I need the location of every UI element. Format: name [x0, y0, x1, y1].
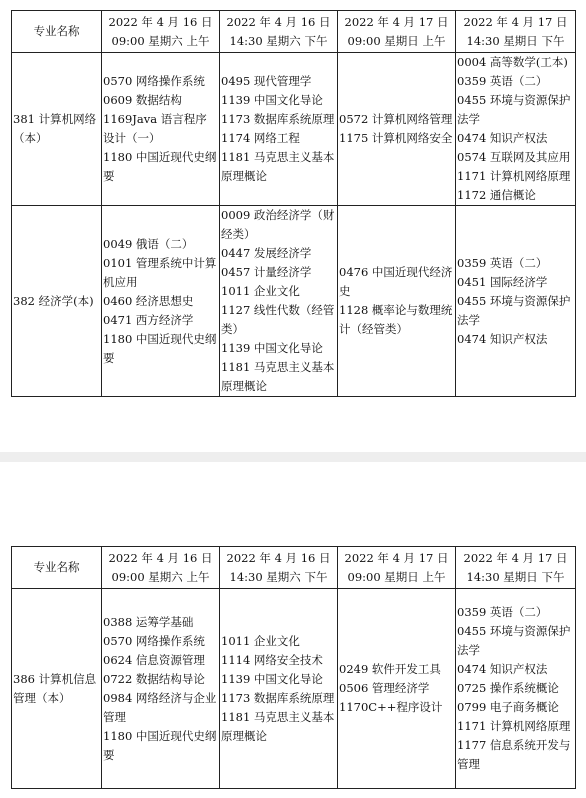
course-item: 0049 俄语（二）	[103, 236, 194, 251]
course-list	[456, 206, 576, 397]
course-item: 0474 知识产权法	[457, 331, 548, 346]
course-list	[338, 53, 456, 206]
course-item: 1180 中国近现代史纲要	[103, 150, 217, 183]
course-item: 1177 信息系统开发与管理	[457, 738, 571, 771]
course-list	[338, 206, 456, 397]
course-item: 0455 环境与资源保护法学	[457, 624, 571, 657]
slot-header: 2022 年 4 月 17 日 14:30 星期日 下午	[456, 11, 576, 53]
major-name: 381 计算机网络（本）	[12, 53, 102, 206]
course-item: 0572 计算机网络管理	[339, 112, 453, 126]
course-item: 0457 计量经济学	[221, 265, 312, 279]
course-item: 1171 计算机网络原理	[457, 169, 571, 183]
course-item: 0471 西方经济学	[103, 312, 194, 327]
course-item: 1181 马克思主义基本原理概论	[221, 360, 335, 393]
course-item: 1181 马克思主义基本原理概论	[221, 150, 335, 183]
slot-header: 2022 年 4 月 17 日 09:00 星期日 上午	[338, 547, 456, 589]
course-list	[102, 53, 220, 206]
course-item: 1174 网络工程	[221, 131, 300, 145]
course-item: 0474 知识产权法	[457, 131, 548, 145]
course-item: 1128 概率论与数理统计（经管类）	[339, 303, 453, 336]
page-sheet-2	[0, 462, 586, 798]
course-item: 1011 企业文化	[221, 633, 300, 648]
course-item: 0570 网络操作系统	[103, 74, 205, 88]
slot-header: 2022 年 4 月 17 日 14:30 星期日 下午	[456, 547, 576, 589]
course-list	[220, 53, 338, 206]
course-item: 1173 数据库系统原理	[221, 690, 335, 705]
course-item: 1011 企业文化	[221, 284, 300, 298]
course-item: 1139 中国文化导论	[221, 93, 323, 107]
course-item: 1170C++程序设计	[339, 700, 443, 714]
slot-header: 2022 年 4 月 16 日 14:30 星期六 下午	[220, 11, 338, 53]
course-item: 0506 管理经济学	[339, 681, 430, 695]
course-item: 0009 政治经济学（财经类）	[221, 208, 335, 241]
course-item: 1175 计算机网络安全	[339, 131, 453, 145]
exam-schedule-table	[11, 10, 576, 397]
course-item: 1171 计算机网络原理	[457, 719, 571, 733]
course-item: 0101 管理系统中计算机应用	[103, 255, 217, 289]
course-item: 0447 发展经济学	[221, 246, 312, 260]
slot-header: 2022 年 4 月 16 日 09:00 星期六 上午	[102, 547, 220, 589]
course-item: 0249 软件开发工具	[339, 662, 441, 676]
course-item: 1139 中国文化导论	[221, 341, 323, 355]
course-list	[456, 589, 576, 789]
slot-header: 2022 年 4 月 16 日 09:00 星期六 上午	[102, 11, 220, 53]
course-list	[102, 206, 220, 397]
course-item: 1180 中国近现代史纲要	[103, 728, 217, 762]
course-item: 1181 马克思主义基本原理概论	[221, 709, 335, 743]
course-list	[220, 589, 338, 789]
table-row	[12, 206, 576, 397]
course-item: 0799 电子商务概论	[457, 700, 559, 714]
course-list	[338, 589, 456, 789]
course-item: 1180 中国近现代史纲要	[103, 331, 217, 365]
table-row	[12, 53, 576, 206]
course-list	[220, 206, 338, 397]
slot-header: 2022 年 4 月 17 日 09:00 星期日 上午	[338, 11, 456, 53]
course-item: 0359 英语（二）	[457, 74, 548, 88]
course-item: 0570 网络操作系统	[103, 633, 205, 648]
major-header: 专业名称	[12, 547, 102, 589]
course-item: 0609 数据结构	[103, 93, 182, 107]
major-name: 386 计算机信息管理（本）	[12, 589, 102, 789]
course-item: 0455 环境与资源保护法学	[457, 293, 571, 327]
course-item: 0359 英语（二）	[457, 605, 548, 619]
course-list	[102, 589, 220, 789]
course-item: 0004 高等数学(工本)	[457, 55, 568, 69]
course-item: 0725 操作系统概论	[457, 681, 559, 695]
course-item: 0460 经济思想史	[103, 293, 194, 308]
major-header: 专业名称	[12, 11, 102, 53]
course-item: 0722 数据结构导论	[103, 671, 205, 686]
exam-schedule-table	[11, 546, 576, 789]
course-item: 1127 线性代数（经管类）	[221, 303, 335, 336]
table-row	[12, 589, 576, 789]
course-item: 0388 运筹学基础	[103, 614, 194, 629]
course-item: 1114 网络安全技术	[221, 652, 323, 667]
course-item: 1173 数据库系统原理	[221, 112, 335, 126]
course-item: 0624 信息资源管理	[103, 652, 205, 667]
course-item: 0984 网络经济与企业管理	[103, 690, 217, 724]
course-item: 0359 英语（二）	[457, 255, 548, 270]
course-item: 0455 环境与资源保护法学	[457, 93, 571, 126]
course-item: 0474 知识产权法	[457, 662, 548, 676]
page-divider	[0, 452, 586, 462]
course-item: 1169Java 语言程序设计（一）	[103, 112, 207, 145]
course-item: 0476 中国近现代经济史	[339, 265, 453, 298]
course-item: 0451 国际经济学	[457, 274, 548, 289]
slot-header: 2022 年 4 月 16 日 14:30 星期六 下午	[220, 547, 338, 589]
course-item: 1172 通信概论	[457, 188, 536, 202]
major-name: 382 经济学(本)	[12, 206, 102, 397]
course-item: 0574 互联网及其应用	[457, 150, 571, 164]
table-header-row	[12, 11, 576, 53]
course-list	[456, 53, 576, 206]
course-item: 1139 中国文化导论	[221, 671, 323, 686]
table-header-row	[12, 547, 576, 589]
course-item: 0495 现代管理学	[221, 74, 312, 88]
